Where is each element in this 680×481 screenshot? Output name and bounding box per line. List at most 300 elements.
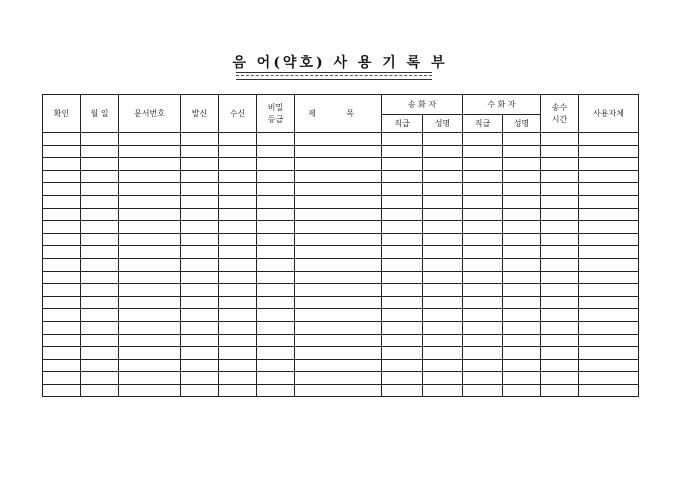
table-cell[interactable]	[43, 208, 81, 221]
table-cell[interactable]	[382, 183, 423, 196]
table-cell[interactable]	[257, 221, 295, 234]
table-cell[interactable]	[81, 221, 119, 234]
table-cell[interactable]	[463, 321, 503, 334]
table-cell[interactable]	[382, 208, 423, 221]
table-cell[interactable]	[181, 271, 219, 284]
table-cell[interactable]	[503, 384, 541, 397]
table-cell[interactable]	[257, 183, 295, 196]
table-cell[interactable]	[119, 158, 181, 171]
table-cell[interactable]	[119, 133, 181, 146]
table-cell[interactable]	[579, 347, 639, 360]
table-cell[interactable]	[43, 233, 81, 246]
table-cell[interactable]	[423, 258, 463, 271]
table-cell[interactable]	[295, 170, 382, 183]
table-cell[interactable]	[423, 321, 463, 334]
table-cell[interactable]	[503, 246, 541, 259]
table-cell[interactable]	[43, 372, 81, 385]
table-cell[interactable]	[181, 384, 219, 397]
table-cell[interactable]	[295, 246, 382, 259]
table-cell[interactable]	[295, 258, 382, 271]
table-cell[interactable]	[503, 195, 541, 208]
table-cell[interactable]	[81, 309, 119, 322]
table-cell[interactable]	[81, 321, 119, 334]
table-cell[interactable]	[503, 334, 541, 347]
table-cell[interactable]	[541, 309, 579, 322]
table-cell[interactable]	[541, 195, 579, 208]
table-cell[interactable]	[463, 246, 503, 259]
header-receiver-group: 수 화 자	[463, 95, 541, 115]
table-cell[interactable]	[81, 233, 119, 246]
table-cell[interactable]	[257, 296, 295, 309]
table-cell[interactable]	[423, 347, 463, 360]
table-cell[interactable]	[219, 183, 257, 196]
table-cell[interactable]	[181, 372, 219, 385]
table-cell[interactable]	[43, 296, 81, 309]
table-cell[interactable]	[579, 258, 639, 271]
table-row	[43, 359, 639, 372]
table-cell[interactable]	[463, 258, 503, 271]
table-cell[interactable]	[463, 271, 503, 284]
table-cell[interactable]	[382, 296, 423, 309]
table-cell[interactable]	[541, 321, 579, 334]
table-cell[interactable]	[181, 233, 219, 246]
table-cell[interactable]	[541, 158, 579, 171]
table-cell[interactable]	[43, 347, 81, 360]
table-cell[interactable]	[257, 246, 295, 259]
table-cell[interactable]	[81, 145, 119, 158]
table-cell[interactable]	[541, 183, 579, 196]
table-row	[43, 321, 639, 334]
table-cell[interactable]	[81, 158, 119, 171]
table-cell[interactable]	[579, 208, 639, 221]
table-cell[interactable]	[382, 258, 423, 271]
table-cell[interactable]	[43, 359, 81, 372]
header-receiver: 수신	[219, 95, 257, 133]
table-cell[interactable]	[423, 133, 463, 146]
table-cell[interactable]	[119, 258, 181, 271]
table-cell[interactable]	[423, 284, 463, 297]
table-cell[interactable]	[423, 208, 463, 221]
table-cell[interactable]	[541, 221, 579, 234]
table-cell[interactable]	[219, 309, 257, 322]
table-cell[interactable]	[295, 145, 382, 158]
table-cell[interactable]	[503, 233, 541, 246]
table-cell[interactable]	[119, 334, 181, 347]
table-row	[43, 271, 639, 284]
table-cell[interactable]	[541, 347, 579, 360]
table-cell[interactable]	[579, 183, 639, 196]
table-cell[interactable]	[219, 372, 257, 385]
table-cell[interactable]	[81, 170, 119, 183]
header-receiver-name: 성명	[503, 115, 541, 133]
table-cell[interactable]	[503, 271, 541, 284]
table-cell[interactable]	[423, 221, 463, 234]
table-row	[43, 258, 639, 271]
table-cell[interactable]	[423, 384, 463, 397]
table-cell[interactable]	[295, 296, 382, 309]
title-double-underline	[236, 72, 432, 80]
table-cell[interactable]	[219, 321, 257, 334]
table-cell[interactable]	[463, 359, 503, 372]
table-cell[interactable]	[43, 258, 81, 271]
table-cell[interactable]	[423, 296, 463, 309]
table-cell[interactable]	[423, 233, 463, 246]
table-cell[interactable]	[81, 384, 119, 397]
table-cell[interactable]	[579, 233, 639, 246]
table-cell[interactable]	[463, 296, 503, 309]
table-cell[interactable]	[119, 246, 181, 259]
table-cell[interactable]	[423, 372, 463, 385]
table-cell[interactable]	[423, 183, 463, 196]
table-cell[interactable]	[423, 271, 463, 284]
table-cell[interactable]	[541, 296, 579, 309]
table-cell[interactable]	[257, 158, 295, 171]
table-cell[interactable]	[181, 208, 219, 221]
table-cell[interactable]	[43, 309, 81, 322]
table-cell[interactable]	[579, 359, 639, 372]
table-cell[interactable]	[219, 296, 257, 309]
table-row	[43, 183, 639, 196]
table-cell[interactable]	[382, 221, 423, 234]
table-cell[interactable]	[43, 384, 81, 397]
table-cell[interactable]	[257, 271, 295, 284]
table-cell[interactable]	[81, 296, 119, 309]
table-cell[interactable]	[81, 372, 119, 385]
table-cell[interactable]	[181, 309, 219, 322]
table-cell[interactable]	[541, 145, 579, 158]
table-cell[interactable]	[503, 183, 541, 196]
table-cell[interactable]	[119, 372, 181, 385]
table-row	[43, 145, 639, 158]
table-cell[interactable]	[382, 384, 423, 397]
table-cell[interactable]	[463, 347, 503, 360]
table-cell[interactable]	[295, 271, 382, 284]
table-cell[interactable]	[181, 183, 219, 196]
table-cell[interactable]	[43, 195, 81, 208]
table-cell[interactable]	[541, 170, 579, 183]
table-cell[interactable]	[181, 195, 219, 208]
table-cell[interactable]	[503, 158, 541, 171]
table-row	[43, 195, 639, 208]
table-cell[interactable]	[81, 271, 119, 284]
table-cell[interactable]	[181, 258, 219, 271]
table-cell[interactable]	[382, 359, 423, 372]
table-cell[interactable]	[541, 271, 579, 284]
table-cell[interactable]	[81, 246, 119, 259]
table-cell[interactable]	[541, 384, 579, 397]
table-cell[interactable]	[503, 284, 541, 297]
table-cell[interactable]	[181, 359, 219, 372]
table-cell[interactable]	[295, 384, 382, 397]
table-cell[interactable]	[43, 271, 81, 284]
table-cell[interactable]	[257, 372, 295, 385]
table-cell[interactable]	[423, 158, 463, 171]
table-cell[interactable]	[382, 309, 423, 322]
table-cell[interactable]	[257, 258, 295, 271]
table-cell[interactable]	[81, 334, 119, 347]
table-cell[interactable]	[503, 133, 541, 146]
table-cell[interactable]	[257, 384, 295, 397]
table-cell[interactable]	[382, 334, 423, 347]
table-cell[interactable]	[382, 321, 423, 334]
table-cell[interactable]	[541, 208, 579, 221]
table-cell[interactable]	[295, 284, 382, 297]
table-cell[interactable]	[81, 284, 119, 297]
table-cell[interactable]	[382, 195, 423, 208]
table-cell[interactable]	[219, 284, 257, 297]
table-cell[interactable]	[81, 347, 119, 360]
table-cell[interactable]	[43, 145, 81, 158]
table-cell[interactable]	[503, 372, 541, 385]
table-cell[interactable]	[382, 158, 423, 171]
table-cell[interactable]	[257, 145, 295, 158]
header-confirm: 확인	[43, 95, 81, 133]
table-cell[interactable]	[181, 221, 219, 234]
table-cell[interactable]	[541, 246, 579, 259]
table-cell[interactable]	[541, 258, 579, 271]
table-cell[interactable]	[219, 195, 257, 208]
table-cell[interactable]	[423, 359, 463, 372]
table-cell[interactable]	[43, 284, 81, 297]
table-cell[interactable]	[579, 170, 639, 183]
table-cell[interactable]	[579, 133, 639, 146]
table-cell[interactable]	[181, 133, 219, 146]
table-cell[interactable]	[463, 208, 503, 221]
table-cell[interactable]	[81, 258, 119, 271]
table-cell[interactable]	[579, 296, 639, 309]
table-cell[interactable]	[541, 233, 579, 246]
table-cell[interactable]	[295, 334, 382, 347]
table-cell[interactable]	[119, 183, 181, 196]
table-cell[interactable]	[219, 208, 257, 221]
table-cell[interactable]	[181, 296, 219, 309]
table-cell[interactable]	[43, 334, 81, 347]
table-row	[43, 170, 639, 183]
table-cell[interactable]	[579, 271, 639, 284]
table-cell[interactable]	[119, 271, 181, 284]
table-row	[43, 309, 639, 322]
table-cell[interactable]	[382, 133, 423, 146]
table-cell[interactable]	[579, 284, 639, 297]
table-cell[interactable]	[257, 133, 295, 146]
table-cell[interactable]	[181, 284, 219, 297]
table-cell[interactable]	[503, 170, 541, 183]
table-cell[interactable]	[219, 271, 257, 284]
table-cell[interactable]	[382, 145, 423, 158]
table-cell[interactable]	[257, 309, 295, 322]
table-cell[interactable]	[43, 170, 81, 183]
table-cell[interactable]	[541, 334, 579, 347]
table-cell[interactable]	[181, 145, 219, 158]
table-cell[interactable]	[257, 334, 295, 347]
table-cell[interactable]	[43, 321, 81, 334]
table-cell[interactable]	[181, 321, 219, 334]
table-cell[interactable]	[503, 359, 541, 372]
log-body	[43, 133, 639, 397]
table-cell[interactable]	[463, 221, 503, 234]
table-cell[interactable]	[503, 208, 541, 221]
table-cell[interactable]	[81, 359, 119, 372]
table-cell[interactable]	[463, 170, 503, 183]
table-cell[interactable]	[295, 372, 382, 385]
table-cell[interactable]	[503, 145, 541, 158]
table-cell[interactable]	[295, 347, 382, 360]
table-cell[interactable]	[119, 359, 181, 372]
table-cell[interactable]	[219, 359, 257, 372]
table-cell[interactable]	[257, 347, 295, 360]
table-cell[interactable]	[119, 195, 181, 208]
table-cell[interactable]	[295, 321, 382, 334]
table-cell[interactable]	[119, 309, 181, 322]
header-subject	[295, 95, 382, 133]
table-cell[interactable]	[181, 246, 219, 259]
table-cell[interactable]	[463, 334, 503, 347]
table-cell[interactable]	[295, 309, 382, 322]
table-cell[interactable]	[119, 296, 181, 309]
table-cell[interactable]	[503, 347, 541, 360]
table-cell[interactable]	[579, 158, 639, 171]
table-row	[43, 384, 639, 397]
table-cell[interactable]	[219, 384, 257, 397]
table-cell[interactable]	[463, 284, 503, 297]
table-cell[interactable]	[579, 334, 639, 347]
table-cell[interactable]	[382, 372, 423, 385]
table-cell[interactable]	[503, 258, 541, 271]
header-sender-rank: 직급	[382, 115, 423, 133]
table-cell[interactable]	[541, 359, 579, 372]
table-cell[interactable]	[463, 233, 503, 246]
table-cell[interactable]	[119, 145, 181, 158]
table-cell[interactable]	[43, 183, 81, 196]
table-cell[interactable]	[295, 158, 382, 171]
table-cell[interactable]	[181, 158, 219, 171]
usage-log-table	[42, 94, 639, 397]
table-row	[43, 347, 639, 360]
table-cell[interactable]	[181, 334, 219, 347]
table-cell[interactable]	[119, 221, 181, 234]
table-cell[interactable]	[257, 284, 295, 297]
table-cell[interactable]	[119, 170, 181, 183]
table-cell[interactable]	[541, 133, 579, 146]
table-cell[interactable]	[463, 145, 503, 158]
table-cell[interactable]	[81, 183, 119, 196]
table-cell[interactable]	[43, 133, 81, 146]
table-cell[interactable]	[81, 195, 119, 208]
table-cell[interactable]	[219, 170, 257, 183]
table-cell[interactable]	[579, 309, 639, 322]
table-cell[interactable]	[463, 384, 503, 397]
header-receiver-rank: 직급	[463, 115, 503, 133]
table-cell[interactable]	[257, 195, 295, 208]
table-cell[interactable]	[579, 221, 639, 234]
table-cell[interactable]	[119, 321, 181, 334]
table-cell[interactable]	[463, 183, 503, 196]
table-cell[interactable]	[382, 233, 423, 246]
table-cell[interactable]	[579, 145, 639, 158]
table-cell[interactable]	[295, 133, 382, 146]
table-cell[interactable]	[503, 321, 541, 334]
table-cell[interactable]	[463, 195, 503, 208]
table-cell[interactable]	[257, 208, 295, 221]
table-cell[interactable]	[382, 246, 423, 259]
table-cell[interactable]	[579, 246, 639, 259]
table-cell[interactable]	[295, 359, 382, 372]
table-cell[interactable]	[503, 296, 541, 309]
table-row	[43, 334, 639, 347]
table-cell[interactable]	[43, 158, 81, 171]
table-cell[interactable]	[463, 309, 503, 322]
table-cell[interactable]	[119, 208, 181, 221]
table-cell[interactable]	[382, 170, 423, 183]
table-cell[interactable]	[219, 258, 257, 271]
table-cell[interactable]	[43, 246, 81, 259]
table-cell[interactable]	[503, 309, 541, 322]
table-cell[interactable]	[119, 284, 181, 297]
table-cell[interactable]	[541, 372, 579, 385]
table-cell[interactable]	[219, 145, 257, 158]
table-cell[interactable]	[541, 284, 579, 297]
table-cell[interactable]	[119, 347, 181, 360]
table-cell[interactable]	[295, 233, 382, 246]
table-cell[interactable]	[119, 233, 181, 246]
page-title: 음 어(약호) 사 용 기 록 부	[232, 55, 448, 71]
table-cell[interactable]	[423, 170, 463, 183]
table-cell[interactable]	[423, 195, 463, 208]
table-cell[interactable]	[257, 233, 295, 246]
table-cell[interactable]	[219, 334, 257, 347]
table-cell[interactable]	[423, 334, 463, 347]
table-cell[interactable]	[295, 221, 382, 234]
table-cell[interactable]	[579, 384, 639, 397]
table-cell[interactable]	[295, 183, 382, 196]
table-cell[interactable]	[43, 221, 81, 234]
table-cell[interactable]	[295, 208, 382, 221]
table-cell[interactable]	[257, 359, 295, 372]
table-cell[interactable]	[579, 372, 639, 385]
table-cell[interactable]	[219, 133, 257, 146]
table-cell[interactable]	[382, 347, 423, 360]
table-cell[interactable]	[81, 208, 119, 221]
table-cell[interactable]	[579, 321, 639, 334]
table-cell[interactable]	[382, 271, 423, 284]
table-cell[interactable]	[181, 347, 219, 360]
table-cell[interactable]	[463, 372, 503, 385]
table-cell[interactable]	[463, 158, 503, 171]
table-row	[43, 372, 639, 385]
table-cell[interactable]	[503, 221, 541, 234]
table-cell[interactable]	[382, 284, 423, 297]
table-cell[interactable]	[81, 133, 119, 146]
header-secret-grade-line2: 등급	[267, 114, 284, 124]
table-cell[interactable]	[423, 246, 463, 259]
table-row	[43, 296, 639, 309]
table-cell[interactable]	[579, 195, 639, 208]
table-cell[interactable]	[295, 195, 382, 208]
table-cell[interactable]	[463, 133, 503, 146]
table-cell[interactable]	[181, 170, 219, 183]
table-cell[interactable]	[423, 145, 463, 158]
header-secret-grade	[257, 95, 295, 133]
table-cell[interactable]	[219, 233, 257, 246]
table-cell[interactable]	[219, 221, 257, 234]
table-cell[interactable]	[257, 321, 295, 334]
table-cell[interactable]	[119, 384, 181, 397]
table-cell[interactable]	[219, 158, 257, 171]
table-cell[interactable]	[423, 309, 463, 322]
table-cell[interactable]	[219, 246, 257, 259]
table-cell[interactable]	[219, 347, 257, 360]
table-cell[interactable]	[257, 170, 295, 183]
